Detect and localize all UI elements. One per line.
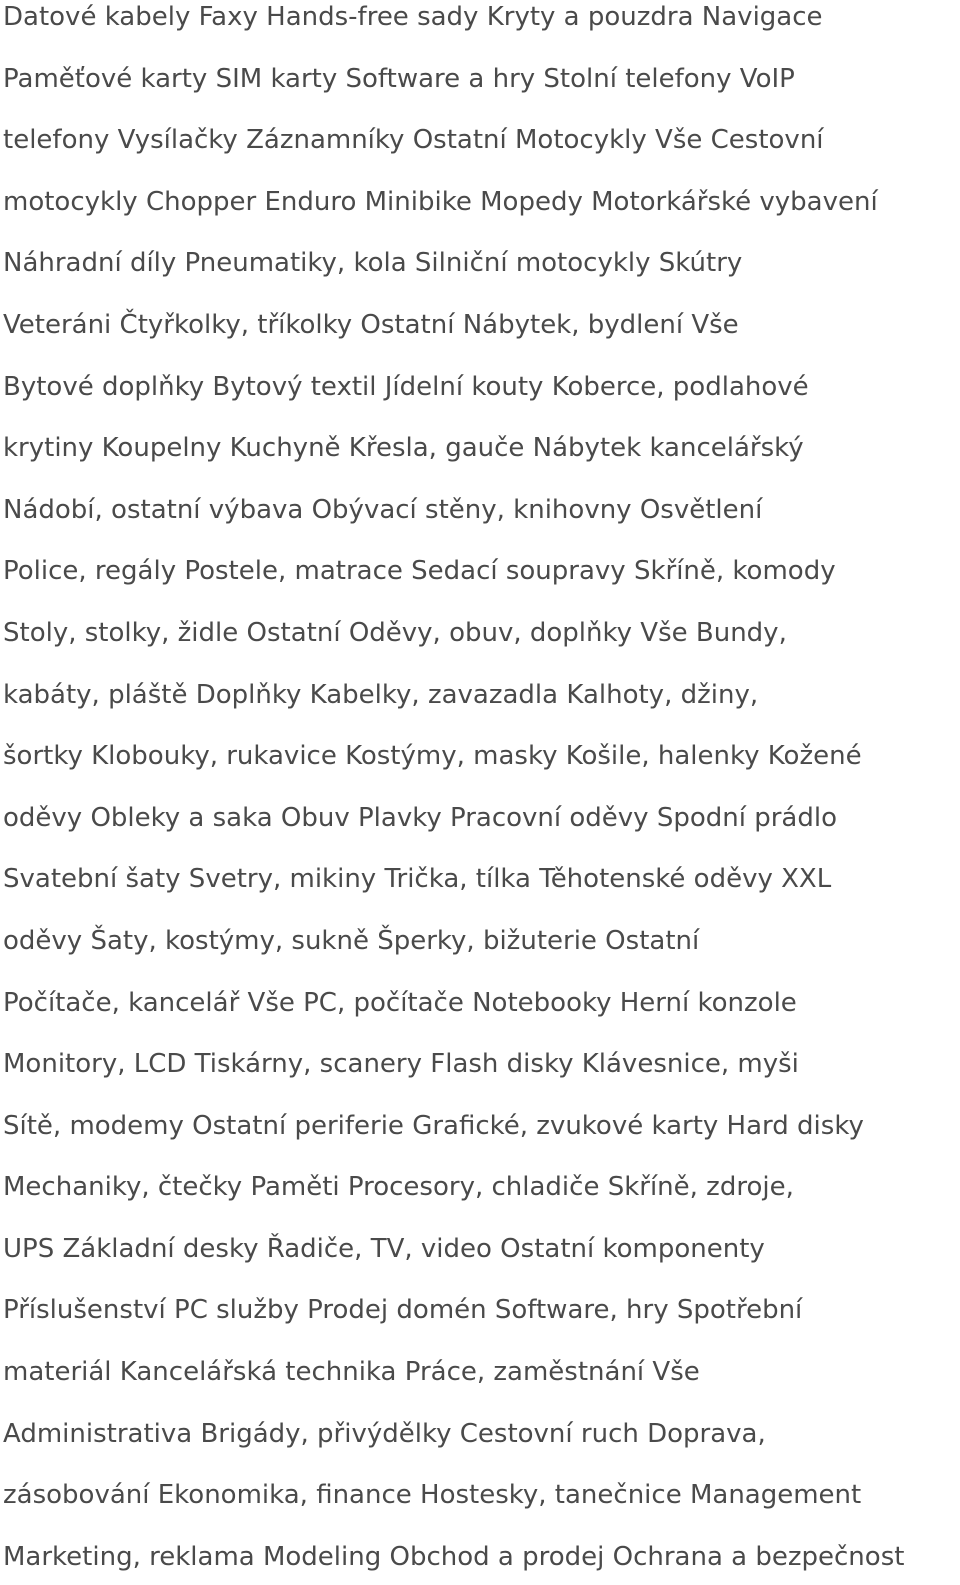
text-line: Marketing, reklama Modeling Obchod a prodej Ochrana a bezpečnost	[3, 1541, 905, 1572]
text-line: zásobování Ekonomika, finance Hostesky, tanečnice Management	[3, 1480, 862, 1511]
text-line: kabáty, pláště Doplňky Kabelky, zavazadla Kalhoty, džiny,	[3, 679, 759, 710]
text-line: Administrativa Brigády, přivýdělky Cestovní ruch Doprava,	[3, 1418, 766, 1449]
text-line: Počítače, kancelář Vše PC, počítače Notebooky Herní konzole	[3, 987, 797, 1018]
text-line: motocykly Chopper Enduro Minibike Mopedy Motorkářské vybavení	[3, 186, 878, 217]
text-line: telefony Vysílačky Záznamníky Ostatní Motocykly Vše Cestovní	[3, 125, 824, 156]
text-line: Sítě, modemy Ostatní periferie Grafické, zvukové karty Hard disky	[3, 1110, 864, 1141]
text-line: Nádobí, ostatní výbava Obývací stěny, knihovny Osvětlení	[3, 494, 763, 525]
text-line: Stoly, stolky, židle Ostatní Oděvy, obuv, doplňky Vše Bundy,	[3, 617, 787, 648]
text-line: UPS Základní desky Řadiče, TV, video Ostatní komponenty	[3, 1233, 765, 1264]
text-line: oděvy Šaty, kostýmy, sukně Šperky, bižuterie Ostatní	[3, 925, 700, 956]
text-line: Police, regály Postele, matrace Sedací soupravy Skříně, komody	[3, 556, 836, 587]
text-line: Mechaniky, čtečky Paměti Procesory, chladiče Skříně, zdroje,	[3, 1172, 794, 1203]
text-line: oděvy Obleky a saka Obuv Plavky Pracovní oděvy Spodní prádlo	[3, 802, 837, 833]
text-line: Příslušenství PC služby Prodej domén Software, hry Spotřební	[3, 1295, 803, 1326]
text-line: šortky Klobouky, rukavice Kostýmy, masky Košile, halenky Kožené	[3, 741, 862, 772]
text-line: Bytové doplňky Bytový textil Jídelní kouty Koberce, podlahové	[3, 371, 809, 402]
text-line: Veteráni Čtyřkolky, tříkolky Ostatní Nábytek, bydlení Vše	[3, 309, 739, 340]
text-line: Svatební šaty Svetry, mikiny Trička, tílka Těhotenské oděvy XXL	[3, 864, 832, 895]
text-line: materiál Kancelářská technika Práce, zaměstnání Vše	[3, 1357, 700, 1388]
text-line: Datové kabely Faxy Hands-free sady Kryty a pouzdra Navigace	[3, 2, 823, 32]
text-line: Paměťové karty SIM karty Software a hry Stolní telefony VoIP	[3, 63, 795, 94]
text-line: krytiny Koupelny Kuchyně Křesla, gauče Nábytek kancelářský	[3, 433, 804, 464]
text-line: Náhradní díly Pneumatiky, kola Silniční motocykly Skútry	[3, 248, 743, 279]
text-line: Monitory, LCD Tiskárny, scanery Flash disky Klávesnice, myši	[3, 1049, 799, 1080]
